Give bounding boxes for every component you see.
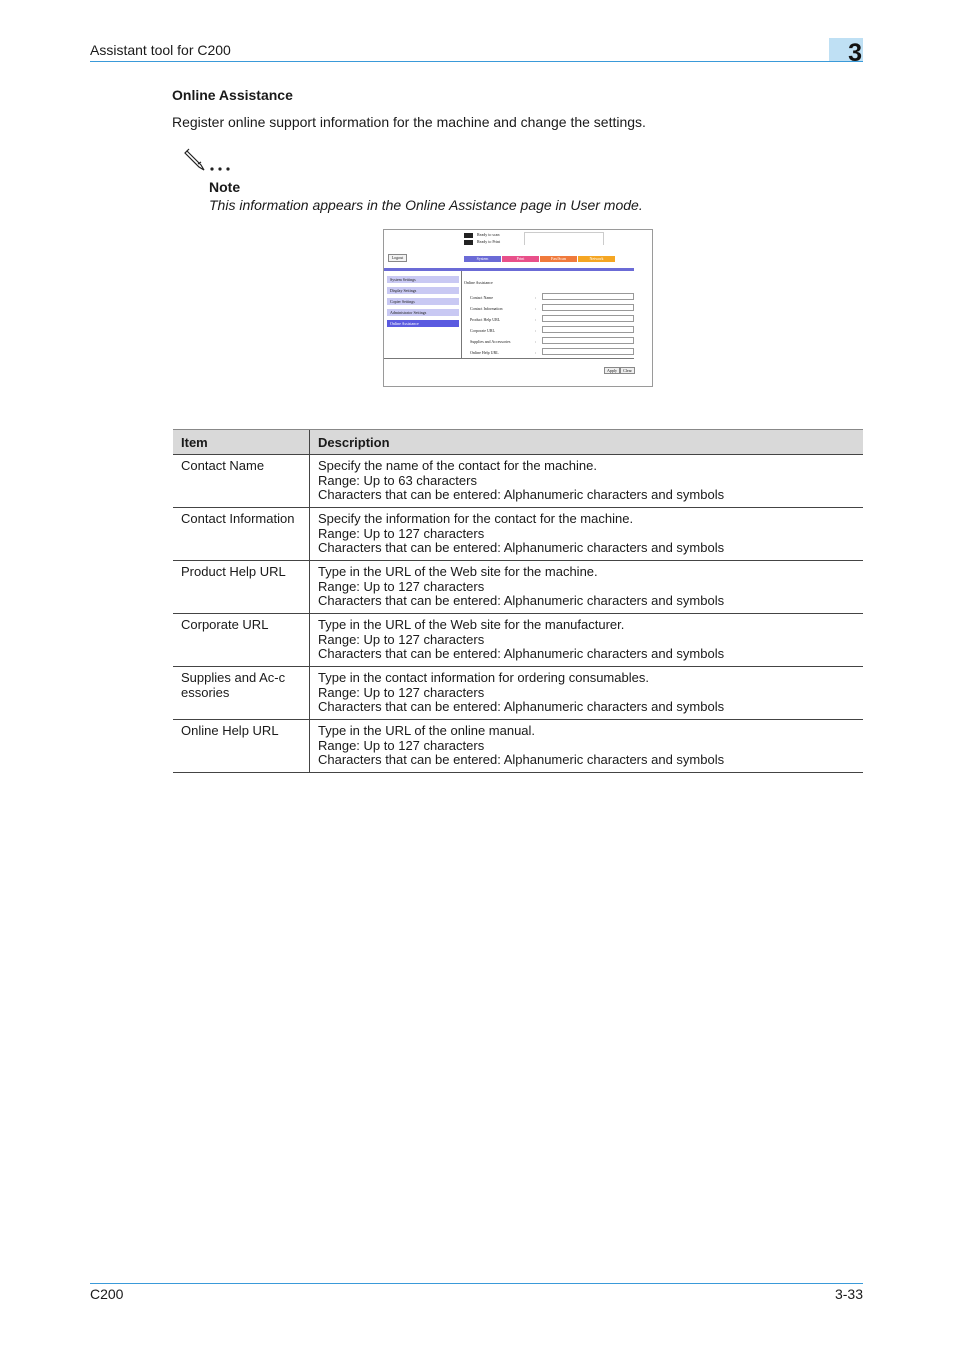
sidebar-item-copier-settings[interactable]: Copier Settings	[387, 298, 459, 305]
range-line: Range: Up to 63 characters	[318, 472, 477, 488]
description-cell	[310, 508, 864, 561]
header-rule	[90, 61, 863, 62]
table-row	[173, 561, 863, 614]
section-intro: Register online support information for the machine and change the settings.	[172, 114, 646, 130]
description-line: Type in the URL of the Web site for the manufacturer.	[318, 617, 625, 632]
apply-button[interactable]: Apply	[604, 367, 620, 374]
table-row	[173, 614, 863, 667]
field-label: Product Help URL	[470, 317, 501, 322]
item-cell: Corporate URL	[173, 614, 310, 667]
online-help-url-input[interactable]	[542, 348, 634, 355]
characters-line: Characters that can be entered: Alphanumeric characters and symbols	[318, 593, 725, 608]
tab-fax-scan[interactable]: Fax/Scan	[540, 256, 577, 262]
range-line: Range: Up to 127 characters	[318, 737, 485, 753]
description-line: Specify the name of the contact for the machine.	[318, 458, 597, 473]
printer-icon	[464, 240, 473, 245]
note-text: This information appears in the Online Assistance page in User mode.	[209, 197, 643, 213]
column-header-item: Item	[173, 430, 310, 455]
status-frame	[524, 232, 604, 245]
supplies-accessories-input[interactable]	[542, 337, 634, 344]
sidebar-item-online-assistance[interactable]: Online Assistance	[387, 320, 459, 327]
footer-rule	[90, 1283, 863, 1284]
description-table	[173, 429, 863, 773]
corporate-url-input[interactable]	[542, 326, 634, 333]
footer-page-number: 3-33	[834, 1286, 863, 1302]
item-cell: Online Help URL	[173, 720, 310, 773]
item-cell: Contact Name	[173, 455, 310, 508]
field-label: Online Help URL	[470, 350, 499, 355]
description-cell	[310, 720, 864, 773]
range-line: Range: Up to 127 characters	[318, 684, 485, 700]
item-text: Supplies and Ac-cessories	[181, 670, 286, 700]
characters-line: Characters that can be entered: Alphanumeric characters and symbols	[318, 699, 725, 714]
tab-system[interactable]: System	[464, 256, 501, 262]
sidebar-item-administrator-settings[interactable]: Administrator Settings	[387, 309, 459, 316]
sidebar-item-system-settings[interactable]: System Settings	[387, 276, 459, 283]
sidebar-divider	[461, 271, 462, 359]
status-scan: Ready to scan	[477, 232, 500, 237]
colon: :	[535, 350, 537, 355]
status-print: Ready to Print	[477, 239, 501, 244]
table-row	[173, 508, 863, 561]
description-cell	[310, 614, 864, 667]
contact-information-input[interactable]	[542, 304, 634, 311]
characters-line: Characters that can be entered: Alphanumeric characters and symbols	[318, 487, 725, 502]
tab-print[interactable]: Print	[502, 256, 539, 262]
colon: :	[535, 295, 537, 300]
description-line: Type in the URL of the Web site for the machine.	[318, 564, 598, 579]
note-pencil-icon	[184, 148, 234, 174]
header-title: Assistant tool for C200	[90, 42, 231, 58]
tab-network[interactable]: Network	[578, 256, 615, 262]
field-label: Contact Information	[470, 306, 503, 311]
characters-line: Characters that can be entered: Alphanumeric characters and symbols	[318, 646, 725, 661]
description-line: Type in the URL of the online manual.	[318, 723, 536, 738]
logout-button[interactable]: Logout	[388, 254, 407, 262]
description-cell	[310, 561, 864, 614]
sidebar-item-display-settings[interactable]: Display Settings	[387, 287, 459, 294]
scanner-icon	[464, 233, 473, 238]
characters-line: Characters that can be entered: Alphanumeric characters and symbols	[318, 540, 725, 555]
field-label: Contact Name	[470, 295, 493, 300]
contact-name-input[interactable]	[542, 293, 634, 300]
item-cell	[173, 667, 310, 720]
characters-line: Characters that can be entered: Alphanumeric characters and symbols	[318, 752, 725, 767]
table-row	[173, 720, 863, 773]
chapter-number: 3	[848, 39, 862, 67]
content-divider	[384, 358, 634, 359]
field-label: Corporate URL	[470, 328, 495, 333]
range-line: Range: Up to 127 characters	[318, 631, 485, 647]
chapter-badge	[829, 38, 863, 67]
table-row	[173, 455, 863, 508]
online-assistance-screenshot	[383, 229, 653, 387]
description-cell	[310, 667, 864, 720]
colon: :	[535, 317, 537, 322]
table-header-row	[173, 430, 863, 455]
colon: :	[535, 339, 537, 344]
description-line: Specify the information for the contact for the machine.	[318, 511, 634, 526]
section-title: Online Assistance	[172, 87, 293, 103]
range-line: Range: Up to 127 characters	[318, 525, 485, 541]
page-title: Online Assistance	[464, 280, 493, 285]
table-row	[173, 667, 863, 720]
footer-model: C200	[90, 1286, 124, 1302]
note-label: Note	[209, 179, 241, 195]
description-cell	[310, 455, 864, 508]
tab-underline	[384, 268, 634, 271]
colon: :	[535, 328, 537, 333]
item-cell: Product Help URL	[173, 561, 310, 614]
colon: :	[535, 306, 537, 311]
product-help-url-input[interactable]	[542, 315, 634, 322]
description-line: Type in the contact information for ordering consumables.	[318, 670, 649, 685]
field-label: Supplies and Accessories	[470, 339, 511, 344]
range-line: Range: Up to 127 characters	[318, 578, 485, 594]
column-header-description: Description	[310, 430, 864, 455]
item-cell: Contact Information	[173, 508, 310, 561]
clear-button[interactable]: Clear	[620, 367, 635, 374]
